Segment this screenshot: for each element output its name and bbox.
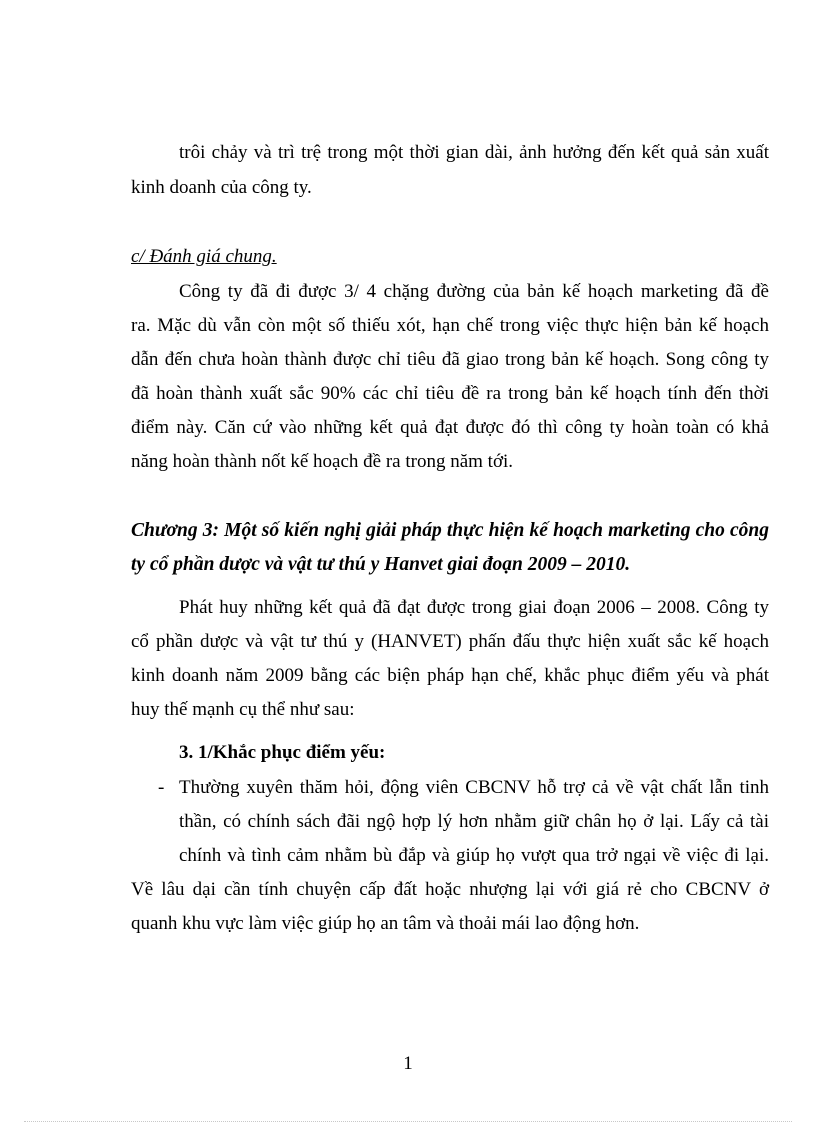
paragraph-line: ra. Mặc dù vẫn còn một số thiếu xót, hạn chế trong việc thực hiện bản kế hoạch [131, 315, 769, 336]
paragraph-line: trôi chảy và trì trệ trong một thời gian dài, ảnh hưởng đến kết quả sản xuất [179, 142, 769, 163]
bullet-line: thần, có chính sách đãi ngộ hợp lý hơn nhằm giữ chân họ ở lại. Lấy cả tài [179, 811, 769, 832]
page-bottom-divider [24, 1121, 792, 1122]
chapter-title-line: Chương 3: Một số kiến nghị giải pháp thực hiện kế hoạch marketing cho công [131, 520, 769, 541]
paragraph-line: huy thế mạnh cụ thể như sau: [131, 699, 355, 720]
bullet-line: Thường xuyên thăm hỏi, động viên CBCNV hỗ trợ cả về vật chất lẫn tinh [179, 777, 769, 798]
chapter-title-line: ty cổ phần dược và vật tư thú y Hanvet giai đoạn 2009 – 2010. [131, 554, 631, 575]
paragraph-line: kinh doanh năm 2009 bằng các biện pháp hạn chế, khắc phục điểm yếu và phát [131, 665, 769, 686]
paragraph-line: dẫn đến chưa hoàn thành được chỉ tiêu đã giao trong bản kế hoạch. Song công ty [131, 349, 769, 370]
paragraph-line: đã hoàn thành xuất sắc 90% các chỉ tiêu đề ra trong bản kế hoạch tính đến thời [131, 383, 769, 404]
paragraph-line: năng hoàn thành nốt kế hoạch đề ra trong năm tới. [131, 451, 514, 472]
paragraph-line: quanh khu vực làm việc giúp họ an tâm và thoải mái lao động hơn. [131, 913, 640, 934]
page-number: 1 [403, 1053, 413, 1074]
paragraph-line: Công ty đã đi được 3/ 4 chặng đường của bản kế hoạch marketing đã đề [179, 281, 769, 302]
paragraph-line: kinh doanh của công ty. [131, 177, 312, 198]
section-heading: c/ Đánh giá chung. [131, 246, 277, 267]
subsection-heading: 3. 1/Khắc phục điểm yếu: [179, 742, 386, 763]
bullet-line: chính và tình cảm nhằm bù đắp và giúp họ vượt qua trở ngại về việc đi lại. [179, 845, 769, 866]
paragraph-line: Phát huy những kết quả đã đạt được trong giai đoạn 2006 – 2008. Công ty [179, 597, 769, 618]
bullet-marker: - [158, 777, 165, 798]
paragraph-line: Về lâu dại cần tính chuyện cấp đất hoặc nhượng lại với giá rẻ cho CBCNV ở [131, 879, 769, 900]
paragraph-line: điểm này. Căn cứ vào những kết quả đạt được đó thì công ty hoàn toàn có khả [131, 417, 769, 438]
paragraph-line: cổ phần dược và vật tư thú y (HANVET) phấn đấu thực hiện xuất sắc kế hoạch [131, 631, 769, 652]
